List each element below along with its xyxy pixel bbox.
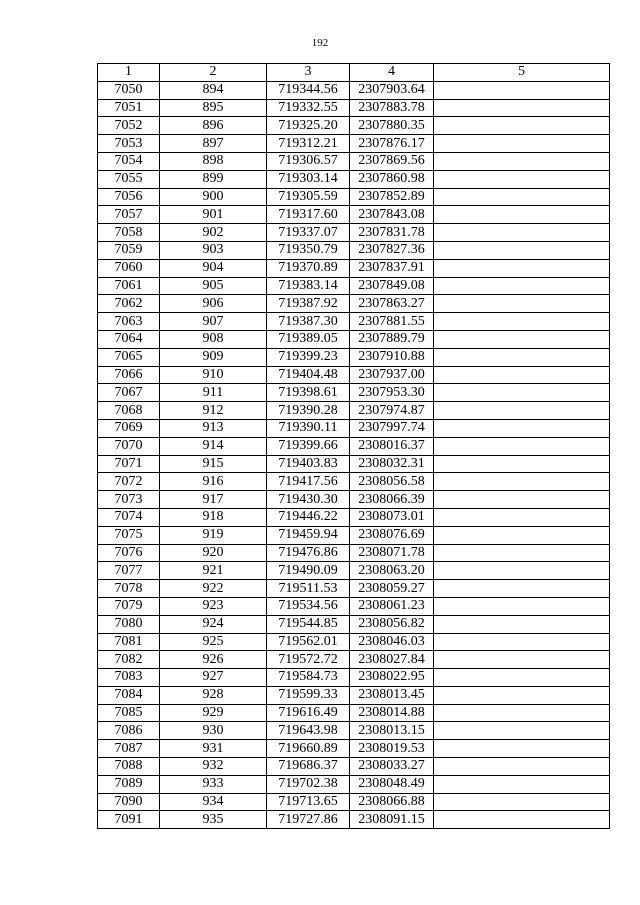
table-cell-col1: 7074 — [98, 508, 160, 526]
table-cell-col2: 930 — [160, 722, 267, 740]
table-cell-col5 — [434, 775, 610, 793]
table-cell-col1: 7079 — [98, 597, 160, 615]
table-row — [98, 669, 610, 687]
table-cell-col4: 2308091.15 — [350, 811, 434, 829]
table-cell-col4: 2307831.78 — [350, 224, 434, 242]
table-cell-col2: 906 — [160, 295, 267, 313]
table-cell-col4: 2308013.45 — [350, 686, 434, 704]
table-row — [98, 758, 610, 776]
table-row — [98, 152, 610, 170]
table-cell-col5 — [434, 473, 610, 491]
table-cell-col5 — [434, 313, 610, 331]
table-row — [98, 384, 610, 402]
table-cell-col2: 929 — [160, 704, 267, 722]
table-cell-col1: 7053 — [98, 135, 160, 153]
table-cell-col4: 2307843.08 — [350, 206, 434, 224]
table-cell-col3: 719389.05 — [267, 330, 350, 348]
table-cell-col5 — [434, 722, 610, 740]
table-row — [98, 206, 610, 224]
table-cell-col3: 719350.79 — [267, 241, 350, 259]
table-cell-col3: 719727.86 — [267, 811, 350, 829]
table-cell-col5 — [434, 117, 610, 135]
table-cell-col3: 719599.33 — [267, 686, 350, 704]
table-cell-col1: 7066 — [98, 366, 160, 384]
table-cell-col2: 896 — [160, 117, 267, 135]
table-row — [98, 366, 610, 384]
table-cell-col1: 7075 — [98, 526, 160, 544]
table-row — [98, 526, 610, 544]
table-row — [98, 99, 610, 117]
table-cell-col2: 916 — [160, 473, 267, 491]
table-cell-col5 — [434, 224, 610, 242]
table-cell-col1: 7069 — [98, 419, 160, 437]
table-cell-col1: 7078 — [98, 580, 160, 598]
table-cell-col1: 7062 — [98, 295, 160, 313]
table-cell-col5 — [434, 295, 610, 313]
table-cell-col2: 895 — [160, 99, 267, 117]
table-cell-col5 — [434, 402, 610, 420]
table-cell-col3: 719387.92 — [267, 295, 350, 313]
table-cell-col5 — [434, 188, 610, 206]
table-cell-col5 — [434, 491, 610, 509]
table-cell-col2: 935 — [160, 811, 267, 829]
table-row — [98, 793, 610, 811]
table-cell-col2: 917 — [160, 491, 267, 509]
table-cell-col4: 2307889.79 — [350, 330, 434, 348]
table-cell-col5 — [434, 170, 610, 188]
table-cell-col3: 719403.83 — [267, 455, 350, 473]
table-cell-col2: 920 — [160, 544, 267, 562]
table-cell-col3: 719390.11 — [267, 419, 350, 437]
table-cell-col2: 903 — [160, 241, 267, 259]
table-body — [98, 81, 610, 828]
table-row — [98, 633, 610, 651]
table-cell-col4: 2308066.39 — [350, 491, 434, 509]
table-cell-col1: 7087 — [98, 740, 160, 758]
table-cell-col5 — [434, 508, 610, 526]
table-row — [98, 117, 610, 135]
table-row — [98, 224, 610, 242]
table-cell-col2: 911 — [160, 384, 267, 402]
table-cell-col2: 901 — [160, 206, 267, 224]
table-cell-col2: 921 — [160, 562, 267, 580]
table-cell-col1: 7091 — [98, 811, 160, 829]
table-row — [98, 455, 610, 473]
table-cell-col4: 2308056.58 — [350, 473, 434, 491]
table-cell-col1: 7086 — [98, 722, 160, 740]
table-cell-col2: 904 — [160, 259, 267, 277]
table-cell-col4: 2307852.89 — [350, 188, 434, 206]
table-cell-col5 — [434, 597, 610, 615]
table-cell-col2: 902 — [160, 224, 267, 242]
table-cell-col4: 2307883.78 — [350, 99, 434, 117]
table-cell-col3: 719713.65 — [267, 793, 350, 811]
table-row — [98, 597, 610, 615]
table-row — [98, 491, 610, 509]
table-cell-col3: 719399.66 — [267, 437, 350, 455]
table-cell-col5 — [434, 277, 610, 295]
table-cell-col5 — [434, 615, 610, 633]
table-cell-col1: 7090 — [98, 793, 160, 811]
column-header-3: 3 — [267, 64, 350, 82]
table-row — [98, 330, 610, 348]
table-cell-col4: 2308013.15 — [350, 722, 434, 740]
table-cell-col3: 719344.56 — [267, 81, 350, 99]
table-cell-col3: 719686.37 — [267, 758, 350, 776]
table-cell-col4: 2308022.95 — [350, 669, 434, 687]
table-cell-col5 — [434, 633, 610, 651]
table-cell-col4: 2307881.55 — [350, 313, 434, 331]
table-row — [98, 615, 610, 633]
table-cell-col4: 2308076.69 — [350, 526, 434, 544]
table-cell-col2: 907 — [160, 313, 267, 331]
table-cell-col4: 2308059.27 — [350, 580, 434, 598]
table-cell-col3: 719544.85 — [267, 615, 350, 633]
column-header-1: 1 — [98, 64, 160, 82]
table-row — [98, 241, 610, 259]
table-cell-col4: 2307849.08 — [350, 277, 434, 295]
table-row — [98, 402, 610, 420]
table-row — [98, 81, 610, 99]
table-cell-col1: 7072 — [98, 473, 160, 491]
header-row — [98, 64, 610, 82]
table-cell-col1: 7085 — [98, 704, 160, 722]
table-cell-col4: 2308019.53 — [350, 740, 434, 758]
table-cell-col4: 2307910.88 — [350, 348, 434, 366]
table-cell-col1: 7057 — [98, 206, 160, 224]
table-cell-col1: 7088 — [98, 758, 160, 776]
table-cell-col1: 7051 — [98, 99, 160, 117]
table-cell-col3: 719572.72 — [267, 651, 350, 669]
table-cell-col1: 7060 — [98, 259, 160, 277]
table-cell-col5 — [434, 455, 610, 473]
page-number: 192 — [311, 37, 329, 49]
table-cell-col2: 894 — [160, 81, 267, 99]
table-cell-col4: 2307997.74 — [350, 419, 434, 437]
table-cell-col3: 719511.53 — [267, 580, 350, 598]
table-cell-col2: 924 — [160, 615, 267, 633]
column-header-5: 5 — [434, 64, 610, 82]
table-row — [98, 277, 610, 295]
table-cell-col1: 7063 — [98, 313, 160, 331]
table-cell-col1: 7089 — [98, 775, 160, 793]
table-cell-col1: 7050 — [98, 81, 160, 99]
table-cell-col3: 719446.22 — [267, 508, 350, 526]
table-cell-col3: 719332.55 — [267, 99, 350, 117]
table-cell-col5 — [434, 419, 610, 437]
table-cell-col4: 2307837.91 — [350, 259, 434, 277]
table-cell-col2: 915 — [160, 455, 267, 473]
table-cell-col5 — [434, 241, 610, 259]
table-cell-col1: 7055 — [98, 170, 160, 188]
table-cell-col4: 2307869.56 — [350, 152, 434, 170]
table-row — [98, 686, 610, 704]
table-cell-col3: 719337.07 — [267, 224, 350, 242]
table-row — [98, 259, 610, 277]
table-row — [98, 419, 610, 437]
table-cell-col5 — [434, 437, 610, 455]
table-cell-col3: 719616.49 — [267, 704, 350, 722]
table-row — [98, 651, 610, 669]
table-cell-col1: 7076 — [98, 544, 160, 562]
column-header-2: 2 — [160, 64, 267, 82]
table-cell-col3: 719643.98 — [267, 722, 350, 740]
table-cell-col5 — [434, 562, 610, 580]
table-cell-col1: 7054 — [98, 152, 160, 170]
table-cell-col1: 7059 — [98, 241, 160, 259]
table-cell-col5 — [434, 793, 610, 811]
table-row — [98, 188, 610, 206]
table-row — [98, 562, 610, 580]
table-cell-col1: 7064 — [98, 330, 160, 348]
table-cell-col5 — [434, 526, 610, 544]
table-cell-col3: 719390.28 — [267, 402, 350, 420]
table-cell-col5 — [434, 152, 610, 170]
table-cell-col2: 897 — [160, 135, 267, 153]
table-cell-col3: 719476.86 — [267, 544, 350, 562]
table-cell-col2: 932 — [160, 758, 267, 776]
table-cell-col4: 2307937.00 — [350, 366, 434, 384]
table-row — [98, 437, 610, 455]
table-cell-col3: 719317.60 — [267, 206, 350, 224]
table-cell-col1: 7070 — [98, 437, 160, 455]
table-cell-col5 — [434, 348, 610, 366]
table-cell-col3: 719490.09 — [267, 562, 350, 580]
table-row — [98, 313, 610, 331]
table-cell-col5 — [434, 740, 610, 758]
table-cell-col4: 2307880.35 — [350, 117, 434, 135]
table-cell-col2: 900 — [160, 188, 267, 206]
table-cell-col5 — [434, 366, 610, 384]
table-row — [98, 580, 610, 598]
table-cell-col1: 7052 — [98, 117, 160, 135]
table-cell-col2: 912 — [160, 402, 267, 420]
table-cell-col2: 923 — [160, 597, 267, 615]
table-cell-col3: 719399.23 — [267, 348, 350, 366]
table-cell-col3: 719584.73 — [267, 669, 350, 687]
table-cell-col2: 933 — [160, 775, 267, 793]
table-cell-col5 — [434, 686, 610, 704]
table-cell-col5 — [434, 544, 610, 562]
table-row — [98, 348, 610, 366]
table-cell-col1: 7080 — [98, 615, 160, 633]
table-cell-col2: 918 — [160, 508, 267, 526]
table-cell-col3: 719387.30 — [267, 313, 350, 331]
table-cell-col2: 928 — [160, 686, 267, 704]
table-cell-col4: 2308073.01 — [350, 508, 434, 526]
table-cell-col5 — [434, 206, 610, 224]
table-cell-col4: 2307876.17 — [350, 135, 434, 153]
table-cell-col4: 2308066.88 — [350, 793, 434, 811]
table-cell-col4: 2307863.27 — [350, 295, 434, 313]
table-cell-col2: 922 — [160, 580, 267, 598]
table-cell-col2: 914 — [160, 437, 267, 455]
table-cell-col4: 2308071.78 — [350, 544, 434, 562]
coordinates-table — [97, 63, 610, 829]
table-cell-col3: 719404.48 — [267, 366, 350, 384]
table-cell-col1: 7071 — [98, 455, 160, 473]
table-cell-col4: 2308061.23 — [350, 597, 434, 615]
table-cell-col1: 7058 — [98, 224, 160, 242]
table-cell-col4: 2308063.20 — [350, 562, 434, 580]
table-cell-col2: 913 — [160, 419, 267, 437]
table-cell-col5 — [434, 384, 610, 402]
table-cell-col4: 2308016.37 — [350, 437, 434, 455]
table-cell-col5 — [434, 259, 610, 277]
table-cell-col4: 2307953.30 — [350, 384, 434, 402]
table-cell-col3: 719306.57 — [267, 152, 350, 170]
table-cell-col1: 7077 — [98, 562, 160, 580]
table-cell-col2: 910 — [160, 366, 267, 384]
table-row — [98, 722, 610, 740]
table-cell-col2: 927 — [160, 669, 267, 687]
table-cell-col1: 7083 — [98, 669, 160, 687]
table-cell-col4: 2307903.64 — [350, 81, 434, 99]
table-cell-col1: 7073 — [98, 491, 160, 509]
table-header — [98, 64, 610, 82]
table-row — [98, 135, 610, 153]
table-cell-col2: 908 — [160, 330, 267, 348]
column-header-4: 4 — [350, 64, 434, 82]
table-cell-col5 — [434, 651, 610, 669]
table-cell-col4: 2307827.36 — [350, 241, 434, 259]
table-cell-col5 — [434, 135, 610, 153]
table-row — [98, 544, 610, 562]
table-cell-col3: 719562.01 — [267, 633, 350, 651]
table-row — [98, 811, 610, 829]
table-row — [98, 775, 610, 793]
table-cell-col4: 2308046.03 — [350, 633, 434, 651]
table-cell-col5 — [434, 330, 610, 348]
table-row — [98, 170, 610, 188]
table-cell-col3: 719459.94 — [267, 526, 350, 544]
table-cell-col1: 7061 — [98, 277, 160, 295]
table-cell-col3: 719534.56 — [267, 597, 350, 615]
table-cell-col1: 7082 — [98, 651, 160, 669]
table-cell-col1: 7067 — [98, 384, 160, 402]
table-cell-col4: 2308014.88 — [350, 704, 434, 722]
table-cell-col1: 7068 — [98, 402, 160, 420]
table-cell-col3: 719430.30 — [267, 491, 350, 509]
table-row — [98, 508, 610, 526]
table-row — [98, 740, 610, 758]
table-cell-col5 — [434, 704, 610, 722]
table-cell-col2: 898 — [160, 152, 267, 170]
table-row — [98, 704, 610, 722]
table-row — [98, 295, 610, 313]
table-cell-col1: 7081 — [98, 633, 160, 651]
table-cell-col5 — [434, 580, 610, 598]
table-row — [98, 473, 610, 491]
table-cell-col4: 2308033.27 — [350, 758, 434, 776]
table-cell-col1: 7065 — [98, 348, 160, 366]
table-cell-col4: 2308056.82 — [350, 615, 434, 633]
table-cell-col2: 905 — [160, 277, 267, 295]
table-cell-col5 — [434, 81, 610, 99]
table-cell-col4: 2308027.84 — [350, 651, 434, 669]
table-cell-col3: 719303.14 — [267, 170, 350, 188]
table-cell-col4: 2307974.87 — [350, 402, 434, 420]
table-cell-col2: 899 — [160, 170, 267, 188]
table-cell-col5 — [434, 811, 610, 829]
table-cell-col2: 919 — [160, 526, 267, 544]
table-cell-col1: 7084 — [98, 686, 160, 704]
table-cell-col3: 719660.89 — [267, 740, 350, 758]
table-cell-col3: 719370.89 — [267, 259, 350, 277]
table-cell-col5 — [434, 758, 610, 776]
table-cell-col3: 719325.20 — [267, 117, 350, 135]
table-cell-col4: 2307860.98 — [350, 170, 434, 188]
table-cell-col2: 909 — [160, 348, 267, 366]
table-cell-col3: 719398.61 — [267, 384, 350, 402]
table-cell-col3: 719702.38 — [267, 775, 350, 793]
table-cell-col3: 719383.14 — [267, 277, 350, 295]
table-cell-col2: 934 — [160, 793, 267, 811]
table-cell-col3: 719305.59 — [267, 188, 350, 206]
table-cell-col3: 719312.21 — [267, 135, 350, 153]
table-cell-col4: 2308048.49 — [350, 775, 434, 793]
table-cell-col4: 2308032.31 — [350, 455, 434, 473]
table-cell-col2: 925 — [160, 633, 267, 651]
table-cell-col3: 719417.56 — [267, 473, 350, 491]
table-cell-col5 — [434, 99, 610, 117]
table-cell-col5 — [434, 669, 610, 687]
table-cell-col2: 931 — [160, 740, 267, 758]
table-cell-col2: 926 — [160, 651, 267, 669]
table-cell-col1: 7056 — [98, 188, 160, 206]
